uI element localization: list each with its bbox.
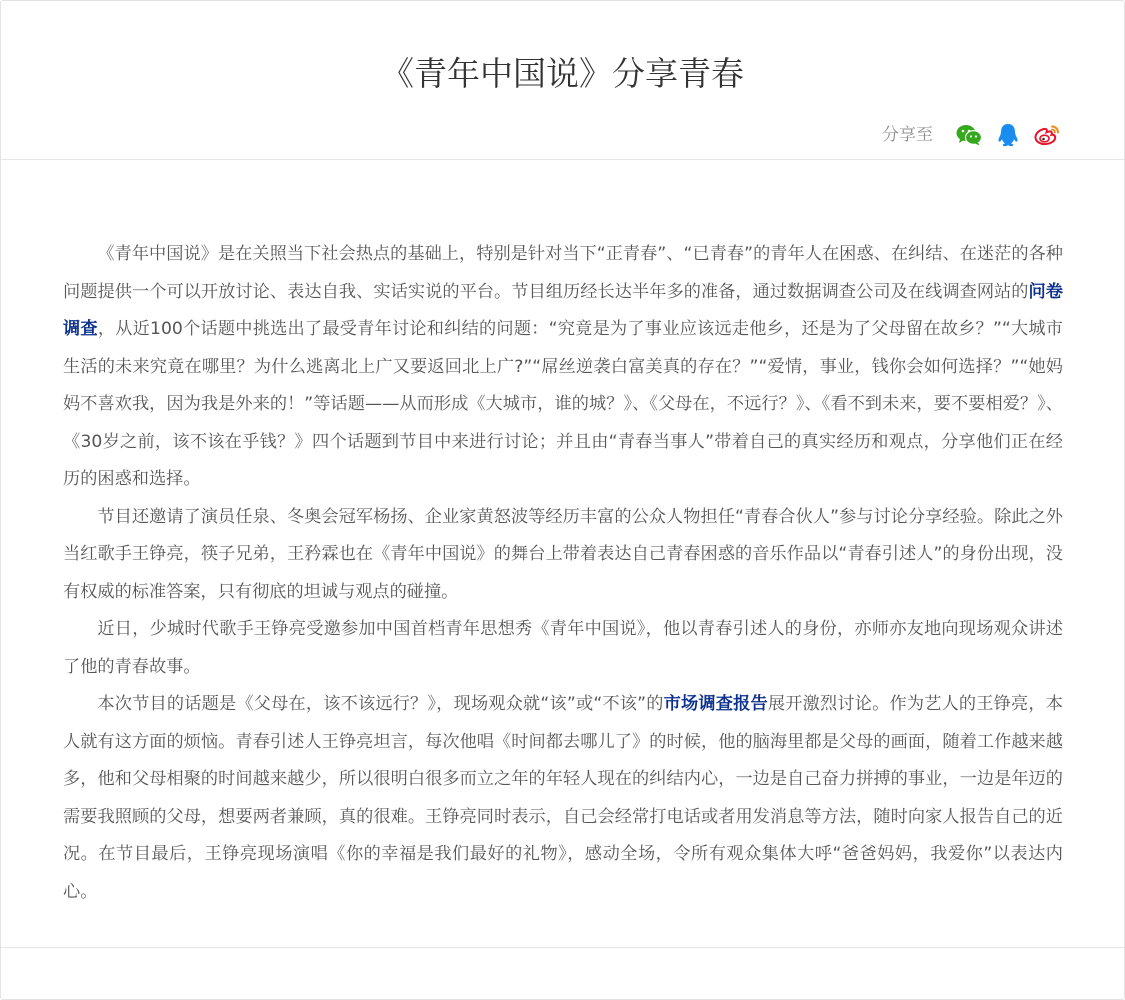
article-header	[1, 1, 1124, 160]
share-bar	[882, 120, 1062, 150]
market-research-report-link[interactable]: 市场调查报告	[663, 694, 768, 714]
article-title: 《青年中国说》分享青春	[381, 54, 744, 93]
article-footer	[1, 947, 1124, 1000]
paragraph: 节目还邀请了演员任泉、冬奥会冠军杨扬、企业家黄怒波等经历丰富的公众人物担任“青春合伙人”参与讨论分享经验。除此之外当红歌手王铮亮，筷子兄弟，王矜霖也在《青年中国说》的舞台上带着表达自己青春困惑的音乐作品以“青春引述人”的身份出现，没有权威的标准答案，只有彻底的坦诚与观点的碰撞。	[63, 506, 1063, 602]
paragraph	[63, 686, 1063, 911]
paragraph	[63, 236, 1063, 499]
qq-icon[interactable]	[993, 120, 1023, 150]
paragraph-text: 展开激烈讨论。作为艺人的王铮亮，本人就有这方面的烦恼。青春引述人王铮亮坦言，每次他唱《时间都去哪儿了》的时候，他的脑海里都是父母的画面，随着工作越来越多，他和父母相聚的时间越来越少，所以很明白很多而立之年的年轻人现在的纠结内心，一边是自己奋力拼搏的事业，一边是年迈的需要我照顾的父母，想要两者兼顾，真的很难。王铮亮同时表示，自己会经常打电话或者用发消息等方法，随时向家人报告自己的近况。在节目最后，王铮亮现场演唱《你的幸福是我们最好的礼物》，感动全场，令所有观众集体大呼“爸爸妈妈，我爱你”以表达内心。	[63, 694, 1063, 902]
share-label: 分享至	[882, 125, 933, 145]
paragraph-text: ，从近100个话题中挑选出了最受青年讨论和纠结的问题：“究竟是为了事业应该远走他乡，还是为了父母留在故乡？”“大城市生活的未来究竟在哪里？为什么逃离北上广又要返回北上广?”“屌丝逆袭白富美真的存在？”“爱情，事业，钱你会如何选择？”“她妈妈不喜欢我，因为我是外来的！”等话题——从而形成《大城市，谁的城？》、《父母在，不远行？》、《看不到未来，要不要相爱？》、《30岁之前，该不该在乎钱？》四个话题到节目中来进行讨论；并且由“青春当事人”带着自己的真实经历和观点，分享他们正在经历的困惑和选择。	[63, 319, 1063, 489]
questionnaire-survey-link[interactable]: 问卷调查	[63, 281, 1063, 339]
paragraph: 近日，少城时代歌手王铮亮受邀参加中国首档青年思想秀《青年中国说》，他以青春引述人的身份，亦师亦友地向现场观众讲述了他的青春故事。	[63, 619, 1063, 677]
weibo-icon[interactable]	[1032, 120, 1062, 150]
article-body	[63, 236, 1063, 911]
paragraph-text: 本次节目的话题是《父母在，该不该远行？》，现场观众就“该”或“不该”的	[97, 694, 664, 714]
wechat-icon[interactable]	[954, 120, 984, 150]
paragraph-text: 《青年中国说》是在关照当下社会热点的基础上，特别是针对当下“正青春”、“已青春”的青年人在困惑、在纠结、在迷茫的各种问题提供一个可以开放讨论、表达自我、实话实说的平台。节目组历经长达半年多的准备，通过数据调查公司及在线调查网站的	[63, 244, 1063, 302]
